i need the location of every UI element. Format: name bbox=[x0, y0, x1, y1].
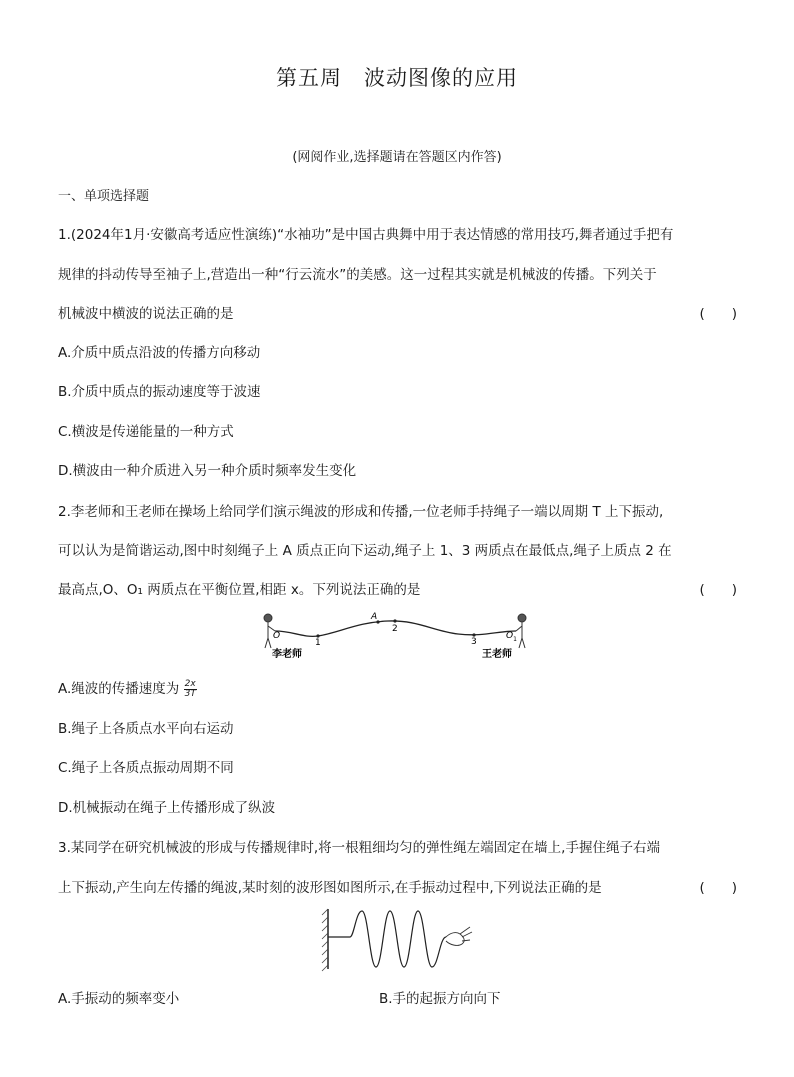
q2-option-d: D.机械振动在绳子上传播形成了纵波 bbox=[58, 800, 276, 816]
q2-option-a-text: A.绳波的传播速度为 bbox=[58, 681, 180, 697]
q3-option-b: B.手的起振方向向下 bbox=[379, 991, 501, 1007]
q3-stem-line2: 上下振动,产生向左传播的绳波,某时刻的波形图如图所示,在手振动过程中,下列说法正确的是 bbox=[58, 880, 602, 896]
rope-wave-figure bbox=[258, 608, 538, 660]
wall-wave-figure bbox=[320, 907, 480, 973]
rope-wave-wall bbox=[328, 911, 446, 967]
q2-option-c: C.绳子上各质点振动周期不同 bbox=[58, 760, 234, 776]
label-o1-sub: 1 bbox=[513, 636, 517, 643]
q1-stem-line3: 机械波中横波的说法正确的是 bbox=[58, 306, 234, 322]
wall-hatching bbox=[322, 909, 328, 971]
label-o1-main: O bbox=[506, 631, 514, 641]
label-a: A bbox=[371, 612, 378, 622]
fraction-denominator: 3T bbox=[184, 688, 196, 699]
label-o: O bbox=[273, 631, 281, 641]
fraction-numerator: 2x bbox=[184, 678, 196, 689]
teacher-right-label: 王老师 bbox=[482, 649, 512, 660]
label-o1 bbox=[506, 631, 517, 643]
q1-option-a: A.介质中质点沿波的传播方向移动 bbox=[58, 345, 261, 361]
q2-answer-paren: ( ) bbox=[699, 582, 737, 598]
q3-answer-paren: ( ) bbox=[699, 880, 737, 896]
point-2 bbox=[393, 619, 396, 622]
q3-stem-line1: 3.某同学在研究机械波的形成与传播规律时,将一根粗细均匀的弹性绳左端固定在墙上,手握住绳子右端 bbox=[58, 840, 660, 856]
q1-answer-paren: ( ) bbox=[699, 306, 737, 322]
q1-option-b: B.介质中质点的振动速度等于波速 bbox=[58, 384, 261, 400]
teacher-left-label: 李老师 bbox=[272, 649, 302, 660]
q1-option-c: C.横波是传递能量的一种方式 bbox=[58, 424, 234, 440]
label-2: 2 bbox=[392, 624, 398, 634]
q1-option-d: D.横波由一种介质进入另一种介质时频率发生变化 bbox=[58, 463, 357, 479]
q1-stem-line1: 1.(2024年1月·安徽高考适应性演练)“水袖功”是中国古典舞中用于表达情感的常用技巧,舞者通过手把有 bbox=[58, 227, 674, 243]
label-3: 3 bbox=[471, 637, 477, 647]
teacher-right-figure bbox=[516, 614, 526, 648]
q2-option-a-fraction bbox=[184, 680, 197, 699]
q2-stem-line1: 2.李老师和王老师在操场上给同学们演示绳波的形成和传播,一位老师手持绳子一端以周期 T 上下振动, bbox=[58, 504, 664, 520]
section-heading: 一、单项选择题 bbox=[58, 189, 150, 204]
q1-stem-line2: 规律的抖动传导至袖子上,营造出一种“行云流水”的美感。这一过程其实就是机械波的传播。下列关于 bbox=[58, 267, 657, 283]
q2-option-a bbox=[58, 677, 197, 699]
page-title: 第五周 波动图像的应用 bbox=[276, 66, 518, 90]
q2-stem-line3: 最高点,O、O₁ 两质点在平衡位置,相距 x。下列说法正确的是 bbox=[58, 582, 421, 598]
q2-option-b: B.绳子上各质点水平向右运动 bbox=[58, 721, 234, 737]
q3-option-a: A.手振动的频率变小 bbox=[58, 991, 180, 1007]
page-subtitle: (网阅作业,选择题请在答题区内作答) bbox=[292, 150, 502, 165]
q2-stem-line2: 可以认为是简谐运动,图中时刻绳子上 A 质点正向下运动,绳子上 1、3 两质点在最低点,绳子上质点 2 在 bbox=[58, 543, 672, 559]
hand-icon bbox=[446, 927, 472, 945]
label-1: 1 bbox=[315, 638, 321, 648]
